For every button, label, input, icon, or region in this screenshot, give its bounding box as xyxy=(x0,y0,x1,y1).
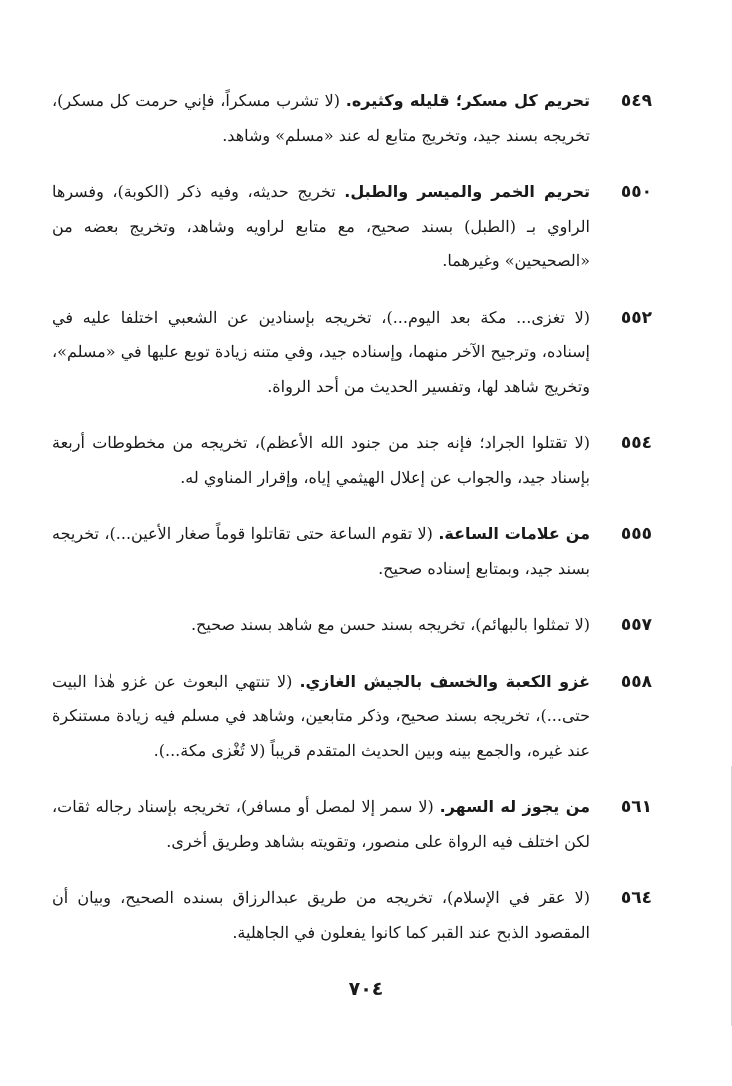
entry-number: ٥٦٤ xyxy=(620,888,652,908)
entry-558 xyxy=(52,665,652,769)
entry-557 xyxy=(52,608,652,643)
entry-body xyxy=(52,175,590,279)
entry-heading: تحريم كل مسكر؛ قليله وكثيره. xyxy=(345,91,590,110)
entry-body xyxy=(52,665,590,769)
entry-555 xyxy=(52,517,652,586)
entry-number: ٥٤٩ xyxy=(620,91,652,111)
entry-549 xyxy=(52,84,652,153)
entry-text: (لا تغزى... مكة بعد اليوم...)، تخريجه بإسنادين عن الشعبي اختلفا عليه في إسناده، وترجيح الآخر منهما، وإسناده جيد، وفي متنه زيادة توبع عليها في «مسلم»، وتخريج شاهد لها، وتفسير الحديث من أحد الرواة. xyxy=(52,307,590,396)
entry-text: تخريج حديثه، وفيه ذكر (الكوبة)، وفسرها الراوي بـ (الطبل) بسند صحيح، مع متابع لراويه وشاهد، وتخريج بعضه من «الصحيحين» وغيرهما. xyxy=(52,182,590,270)
entry-heading: من يجوز له السهر. xyxy=(439,797,591,816)
entry-554 xyxy=(52,426,652,495)
entry-text: (لا تقوم الساعة حتى تقاتلوا قوماً صغار الأعين...)، تخريجه بسند جيد، وبمتابع إسناده صحيح. xyxy=(52,524,590,578)
entry-550 xyxy=(52,175,652,279)
entry-body xyxy=(52,790,590,859)
entry-heading: غزو الكعبة والخسف بالجيش الغازي. xyxy=(299,671,590,691)
entry-heading: من علامات الساعة. xyxy=(438,524,590,543)
entry-list xyxy=(52,84,652,972)
entry-number: ٥٥٢ xyxy=(620,307,652,328)
page-number: ٧٠٤ xyxy=(348,978,384,1000)
entry-heading: تحريم الخمر والميسر والطبل. xyxy=(344,182,590,201)
entry-number: ٥٥٥ xyxy=(620,524,652,544)
entry-text: (لا تنتهي البعوث عن غزو هٰذا البيت حتى...)، تخريجه بسند صحيح، وذكر متابعين، وشاهد في مسلم فيه زيادة مستنكرة عند غيره، والجمع بينه وبين الحديث المتقدم قريباً (لا تُغْزى مكة...). xyxy=(52,671,590,760)
entry-body xyxy=(52,517,590,586)
entry-number: ٥٦١ xyxy=(620,797,652,817)
entry-body xyxy=(52,608,590,643)
entry-body xyxy=(52,881,590,950)
entry-body xyxy=(52,301,590,405)
entry-body xyxy=(52,84,590,153)
entry-number: ٥٥٨ xyxy=(620,671,652,692)
entry-561 xyxy=(52,790,652,859)
entry-552 xyxy=(52,301,652,405)
entry-body xyxy=(52,426,590,495)
entry-text: (لا تقتلوا الجراد؛ فإنه جند من جنود الله الأعظم)، تخريجه من مخطوطات أربعة بإسناد جيد، والجواب عن إعلال الهيثمي إياه، وإقرار المناوي له. xyxy=(52,433,590,487)
entry-text: (لا سمر إلا لمصل أو مسافر)، تخريجه بإسناد رجاله ثقات، لكن اختلف فيه الرواة على منصور، وتقويته بشاهد وطريق أخرى. xyxy=(52,797,590,851)
entry-number: ٥٥٤ xyxy=(620,433,652,453)
entry-text: (لا عقر في الإسلام)، تخريجه من طريق عبدالرزاق بسنده الصحيح، وبيان أن المقصود الذبح عند القبر كما كانوا يفعلون في الجاهلية. xyxy=(52,888,590,942)
entry-text: (لا تمثلوا بالبهائم)، تخريجه بسند حسن مع شاهد بسند صحيح. xyxy=(190,615,590,634)
entry-text: (لا تشرب مسكراً، فإني حرمت كل مسكر)، تخريجه بسند جيد، وتخريج متابع له عند «مسلم» وشاهد. xyxy=(52,91,590,145)
entry-number: ٥٥٧ xyxy=(620,615,652,635)
entry-564 xyxy=(52,881,652,950)
entry-number: ٥٥٠ xyxy=(620,182,652,202)
